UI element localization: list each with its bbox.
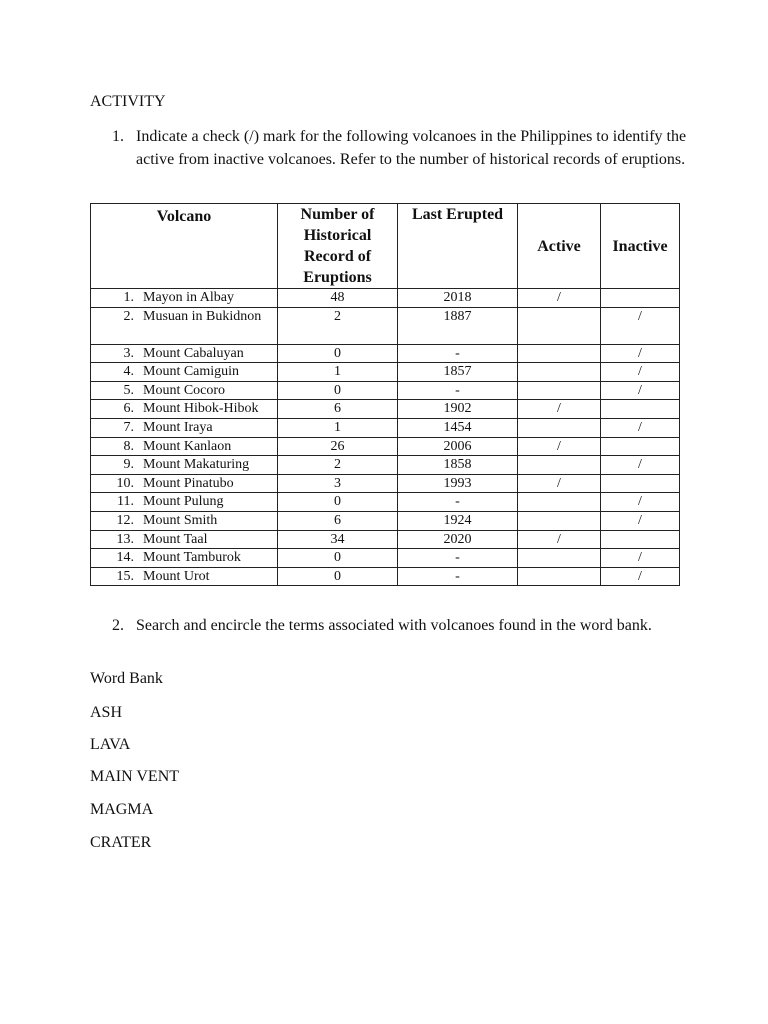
last-erupted-cell: 1887 [398,307,518,344]
word-bank-title: Word Bank [90,670,163,687]
word-bank-item: LAVA [90,736,131,753]
volcano-name: Mount Smith [143,512,218,528]
active-check-cell[interactable]: / [518,474,601,493]
inactive-check-cell[interactable] [601,437,680,456]
records-cell: 48 [278,289,398,308]
row-number: 2. [123,308,134,324]
records-cell: 0 [278,549,398,568]
table-row [91,511,680,530]
last-erupted-cell: - [398,344,518,363]
active-check-cell[interactable] [518,381,601,400]
last-erupted-cell: 1902 [398,400,518,419]
header-historical-records: Number of Historical Record of Eruptions [278,204,398,289]
volcano-name: Mount Taal [143,531,208,547]
inactive-check-cell[interactable]: / [601,493,680,512]
volcano-name-cell [91,381,278,400]
row-number: 3. [123,345,134,361]
active-check-cell[interactable] [518,363,601,382]
header-last-erupted: Last Erupted [398,204,518,289]
inactive-check-cell[interactable] [601,400,680,419]
volcano-name: Mayon in Albay [143,290,234,305]
records-cell: 0 [278,381,398,400]
volcano-name: Mount Cabaluyan [143,345,244,361]
active-check-cell[interactable]: / [518,400,601,419]
table-row [91,549,680,568]
records-cell: 34 [278,530,398,549]
activity-heading: ACTIVITY [90,93,166,110]
records-cell: 1 [278,363,398,382]
records-cell: 2 [278,456,398,475]
question-1 [112,126,687,171]
last-erupted-cell: 2006 [398,437,518,456]
question-2-text: Search and encircle the terms associated with volcanoes found in the word bank. [136,617,652,634]
inactive-check-cell[interactable]: / [601,344,680,363]
row-number: 10. [116,475,134,491]
records-cell: 2 [278,307,398,344]
volcano-name-cell [91,418,278,437]
row-number: 6. [123,401,134,417]
volcano-name-cell [91,549,278,568]
question-2 [112,615,687,638]
last-erupted-cell: - [398,567,518,586]
last-erupted-cell: 1993 [398,474,518,493]
volcano-name: Mount Makaturing [143,457,250,473]
inactive-check-cell[interactable]: / [601,307,680,344]
table-row [91,400,680,419]
row-number: 12. [116,512,134,528]
active-check-cell[interactable]: / [518,289,601,308]
active-check-cell[interactable]: / [518,530,601,549]
inactive-check-cell[interactable]: / [601,567,680,586]
volcano-name: Mount Iraya [143,419,213,435]
table-row [91,381,680,400]
inactive-check-cell[interactable]: / [601,549,680,568]
records-cell: 6 [278,511,398,530]
last-erupted-cell: 1454 [398,418,518,437]
volcano-name-cell [91,307,278,344]
inactive-check-cell[interactable] [601,474,680,493]
inactive-check-cell[interactable] [601,530,680,549]
word-bank-item: ASH [90,704,123,721]
volcano-name: Mount Tamburok [143,550,241,566]
volcano-name-cell [91,511,278,530]
word-bank-item: MAGMA [90,801,154,818]
table-row [91,493,680,512]
volcano-name-cell [91,344,278,363]
word-bank-item: MAIN VENT [90,768,180,785]
active-check-cell[interactable] [518,549,601,568]
inactive-check-cell[interactable]: / [601,456,680,475]
last-erupted-cell: - [398,381,518,400]
active-check-cell[interactable] [518,511,601,530]
active-check-cell[interactable] [518,567,601,586]
records-cell: 6 [278,400,398,419]
row-number: 9. [123,457,134,473]
row-number: 11. [117,494,134,510]
volcano-name: Mount Cocoro [143,382,226,398]
header-volcano: Volcano [91,204,278,289]
volcano-name-cell [91,567,278,586]
volcano-name-cell [91,400,278,419]
active-check-cell[interactable] [518,493,601,512]
active-check-cell[interactable] [518,307,601,344]
last-erupted-cell: 2018 [398,289,518,308]
question-2-number: 2. [112,617,124,634]
row-number: 4. [123,364,134,380]
records-cell: 0 [278,567,398,586]
question-1-number: 1. [112,128,124,145]
active-check-cell[interactable] [518,418,601,437]
active-check-cell[interactable]: / [518,437,601,456]
records-cell: 0 [278,344,398,363]
inactive-check-cell[interactable]: / [601,363,680,382]
inactive-check-cell[interactable] [601,289,680,308]
records-cell: 1 [278,418,398,437]
last-erupted-cell: 2020 [398,530,518,549]
last-erupted-cell: 1924 [398,511,518,530]
active-check-cell[interactable] [518,456,601,475]
table-row [91,418,680,437]
volcano-name-cell [91,289,278,308]
inactive-check-cell[interactable]: / [601,418,680,437]
volcano-name: Mount Hibok-Hibok [143,401,259,417]
row-number: 14. [116,550,134,566]
table-row [91,437,680,456]
volcano-name: Mount Pinatubo [143,475,234,491]
inactive-check-cell[interactable]: / [601,511,680,530]
table-row [91,456,680,475]
row-number: 13. [116,531,134,547]
last-erupted-cell: - [398,549,518,568]
row-number: 15. [116,568,134,584]
volcano-name: Mount Kanlaon [143,438,232,454]
volcano-name: Mount Urot [143,568,210,584]
row-number: 5. [123,382,134,398]
header-inactive: Inactive [601,204,680,289]
table-row [91,530,680,549]
question-1-text: Indicate a check (/) mark for the following volcanoes in the Philippines to identify the active from inactive volcanoes. Refer to the number of historical records of eruptions. [136,128,687,168]
row-number: 7. [123,419,134,435]
volcano-name: Mount Pulung [143,494,224,510]
volcano-name: Musuan in Bukidnon [143,308,262,324]
records-cell: 0 [278,493,398,512]
table-row [91,474,680,493]
volcano-name-cell [91,474,278,493]
header-active: Active [518,204,601,289]
records-cell: 26 [278,437,398,456]
table-row [91,289,680,308]
table-row [91,363,680,382]
word-bank-item: CRATER [90,834,152,851]
table-header-row [91,204,680,289]
volcano-name: Mount Camiguin [143,364,240,380]
row-number: 8. [123,438,134,454]
volcano-name-cell [91,493,278,512]
last-erupted-cell: 1858 [398,456,518,475]
last-erupted-cell: 1857 [398,363,518,382]
row-number: 1. [123,290,134,305]
active-check-cell[interactable] [518,344,601,363]
last-erupted-cell: - [398,493,518,512]
volcano-name-cell [91,530,278,549]
table-row [91,567,680,586]
records-cell: 3 [278,474,398,493]
volcano-name-cell [91,437,278,456]
volcano-table [90,203,680,586]
inactive-check-cell[interactable]: / [601,381,680,400]
table-row [91,344,680,363]
volcano-name-cell [91,456,278,475]
table-row [91,307,680,344]
volcano-name-cell [91,363,278,382]
